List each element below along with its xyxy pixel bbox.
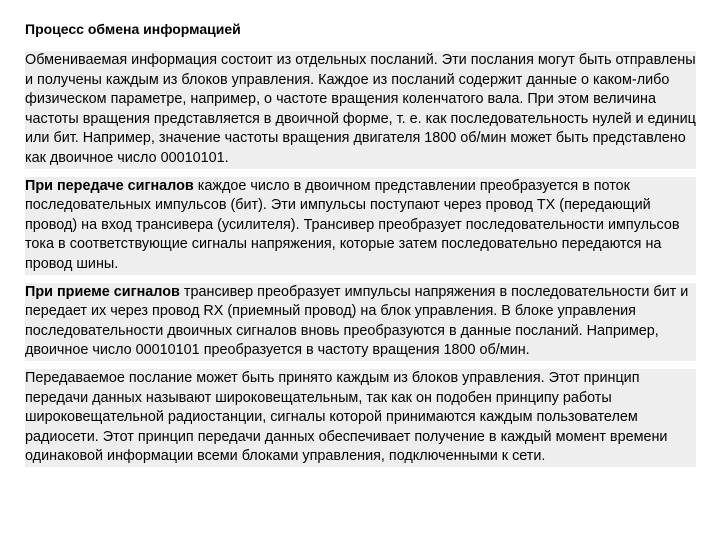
page-title: Процесс обмена информацией (25, 21, 241, 37)
paragraph-reception-lead: При приеме сигналов (25, 283, 180, 300)
paragraph-transmission-text: каждое число в двоичном представлении преобразуется в поток последовательных импульсов (бит). Эти импульсы поступают через провод TX (передающий провод) на вход трансивера (усилителя). Трансивер преобразует последовательности импульсов тока в соответствующие сигналы напряжения, которые затем последовательно передаются на провод шины. (25, 177, 680, 272)
paragraph-broadcast: Передаваемое послание может быть принято каждым из блоков управления. Этот принцип передачи данных называют широковещательным, так как он подобен принципу работы широковещательной радиостанции, сигналы которой принимаются каждым пользователем радиосети. Этот принцип передачи данных обеспечивает получение в каждый момент времени одинаковой информации всеми блоками управления, подключенными к сети. (25, 369, 696, 467)
paragraph-reception-text: трансивер преобразует импульсы напряжения в последовательности бит и передает их через провод RX (приемный провод) на блок управления. В блоке управления последовательности двоичных сигналов вновь преобразуются в данные посланий. Например, двоичное число 00010101 преобразуется в частоту вращения 1800 об/мин. (25, 283, 689, 359)
paragraph-transmission (25, 177, 696, 275)
paragraph-intro: Обмениваемая информация состоит из отдельных посланий. Эти послания могут быть отправлены и получены каждым из блоков управления. Каждое из посланий содержит данные о каком-либо физическом параметре, например, о частоте вращения коленчатого вала. При этом величина частоты вращения представляется в двоичной форме, т. е. как последовательность нулей и единиц или бит. Например, значение частоты вращения двигателя 1800 об/мин может быть представлено как двоичное число 00010101. (25, 51, 696, 169)
paragraph-transmission-lead: При передаче сигналов (25, 177, 194, 194)
paragraph-reception (25, 283, 696, 361)
